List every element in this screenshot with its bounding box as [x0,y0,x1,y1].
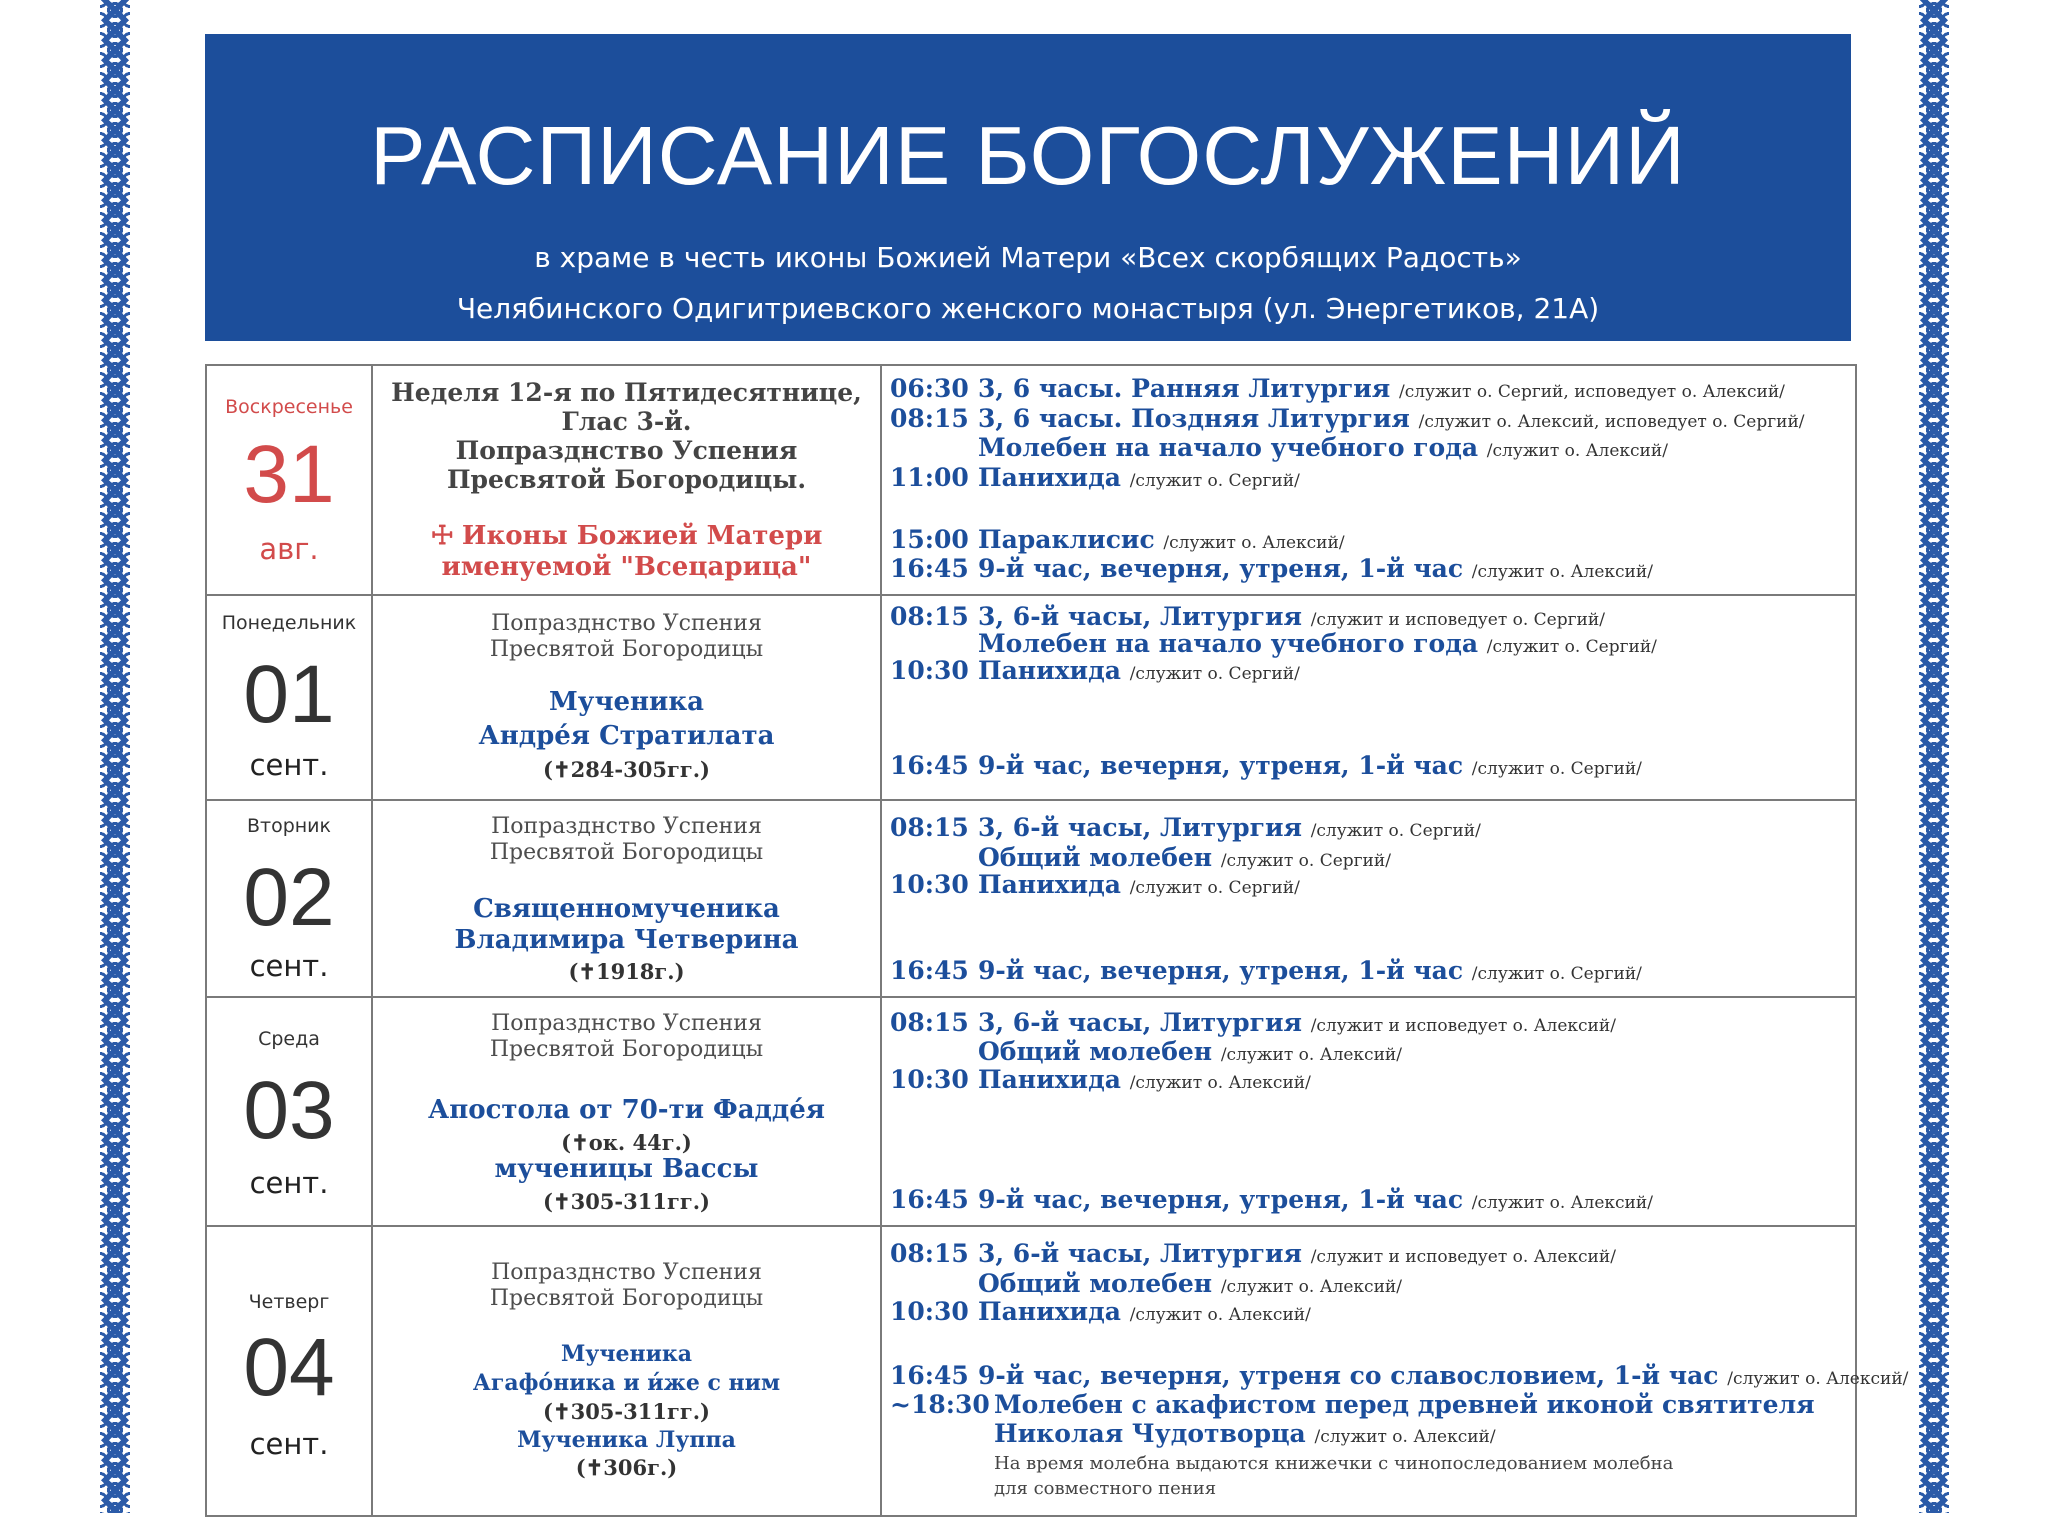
feast-cell [372,595,881,800]
feast-line: Глас 3-й. [561,407,692,436]
feast-line: Попразднство Успения [491,1011,762,1036]
service-item: 08:15 3, 6 часы. Поздняя Литургия /служит о. Алексий, исповедует о. Сергий/ [890,404,1805,433]
weekday: Вторник [246,815,332,837]
saint-line: именуемой "Всецарица" [441,552,812,582]
service-item: 16:45 9-й час, вечерня, утреня, 1-й час /служит о. Сергий/ [890,956,1642,985]
service-item: 11:00 Панихида /служит о. Сергий/ [890,463,1300,492]
service-item: 10:30 Панихида /служит о. Алексий/ [890,1297,1311,1326]
services-cell [881,997,1856,1226]
feast-line: Пресвятой Богородицы [489,840,764,865]
services-cell [881,365,1856,595]
saint-line: ☩ Иконы Божией Матери [430,521,823,551]
service-item: 08:15 3, 6-й часы, Литургия /служит и исповедует о. Сергий/ [890,602,1605,631]
feast-line: Пресвятой Богородицы [489,1286,764,1311]
service-item: 08:15 3, 6-й часы, Литургия /служит и исповедует о. Алексий/ [890,1239,1616,1268]
service-item: 08:15 3, 6-й часы, Литургия /служит о. Сергий/ [890,813,1481,842]
monastery-address: Челябинского Одигитриевского женского монастыря (ул. Энергетиков, 21А) [456,292,1600,325]
feast-cell [372,800,881,997]
saint-line: Мученика [549,687,704,717]
saint-dates: (✝1918г.) [568,959,685,984]
day-row-31 [206,365,1856,595]
day-number: 01 [243,649,335,740]
service-item: 10:30 Панихида /служит о. Сергий/ [890,656,1300,685]
service-item: Молебен на начало учебного года /служит о. Сергий/ [978,629,1657,658]
ornament-border-right [1905,0,1963,1513]
day-number: 04 [243,1322,335,1413]
saint-line: Священномученика [473,894,780,924]
day-row-01 [206,595,1856,800]
feast-line: Попразднство Успения [491,611,762,636]
saint-line: Мученика [560,1341,693,1367]
month: сент. [249,1427,329,1461]
month: сент. [249,949,329,983]
month: сент. [249,1166,329,1200]
day-row-02 [206,800,1856,997]
saint-line: мученицы Вассы [494,1154,759,1184]
month: авг. [259,532,319,566]
date-cell [206,1226,372,1516]
service-item: Общий молебен /служит о. Сергий/ [978,843,1391,872]
saint-dates: (✝305-311гг.) [543,1189,710,1214]
weekday: Воскресенье [225,396,353,418]
cross-icon: ☩ [430,521,454,551]
day-number: 02 [243,852,335,943]
feast-cell [372,365,881,595]
saint-line: Андре́я Стратилата [478,721,775,751]
saint-dates: (✝ок. 44г.) [561,1130,692,1155]
page-title: РАСПИСАНИЕ БОГОСЛУЖЕНИЙ [370,109,1686,202]
day-row-03 [206,997,1856,1226]
feast-line: Пресвятой Богородицы [489,1037,764,1062]
services-cell [881,595,1856,800]
header-banner [205,34,1851,341]
saint-dates: (✝306г.) [575,1455,678,1480]
service-item: ~18:30 Молебен с акафистом перед древней иконой святителя [890,1390,1815,1419]
feast-line: Попразднство Успения [491,1260,762,1285]
saint-dates: (✝305-311гг.) [543,1399,710,1424]
service-item: Общий молебен /служит о. Алексий/ [978,1269,1402,1298]
service-item: 06:30 3, 6 часы. Ранняя Литургия /служит о. Сергий, исповедует о. Алексий/ [890,374,1785,403]
weekday: Среда [258,1028,320,1050]
services-cell [881,1226,1909,1516]
service-item: Общий молебен /служит о. Алексий/ [978,1037,1402,1066]
service-item: 16:45 9-й час, вечерня, утреня, 1-й час /служит о. Сергий/ [890,751,1642,780]
date-cell [206,595,372,800]
service-item: 08:15 3, 6-й часы, Литургия /служит и исповедует о. Алексий/ [890,1008,1616,1037]
service-item: 10:30 Панихида /служит о. Алексий/ [890,1065,1311,1094]
weekday: Понедельник [221,612,357,634]
schedule-table [205,364,1909,1517]
church-name: в храме в честь иконы Божией Матери «Всех скорбящих Радость» [534,241,1522,274]
service-note: На время молебна выдаются книжечки с чинопоследованием молебна [994,1453,1674,1474]
date-cell [206,365,372,595]
service-item: 16:45 9-й час, вечерня, утреня, 1-й час /служит о. Алексий/ [890,554,1653,583]
feast-line: Пресвятой Богородицы. [446,465,807,494]
saint-dates: (✝284-305гг.) [543,757,710,782]
services-cell [881,800,1856,997]
saint-line: Апостола от 70-ти Фадде́я [428,1095,825,1125]
saint-line: Агафо́ника и и́же с ним [472,1370,781,1396]
date-cell [206,997,372,1226]
service-item: 16:45 9-й час, вечерня, утреня со славословием, 1-й час /служит о. Алексий/ [890,1361,1909,1390]
day-number: 03 [243,1065,335,1156]
month: сент. [249,748,329,782]
service-item: 16:45 9-й час, вечерня, утреня, 1-й час /служит о. Алексий/ [890,1185,1653,1214]
service-item: 10:30 Панихида /служит о. Сергий/ [890,870,1300,899]
day-number: 31 [243,429,335,520]
ornament-border-left [86,0,144,1513]
service-note: для совместного пения [994,1478,1217,1499]
service-item: Молебен на начало учебного года /служит о. Алексий/ [978,433,1668,462]
feast-cell [372,997,881,1226]
weekday: Четверг [248,1291,330,1313]
service-item: 15:00 Параклисис /служит о. Алексий/ [890,525,1345,554]
feast-line: Попразднство Успения [491,814,762,839]
service-item: Николая Чудотворца /служит о. Алексий/ [994,1419,1496,1448]
feast-line: Пресвятой Богородицы [489,637,764,662]
feast-line: Попразднство Успения [455,436,798,465]
feast-cell [372,1226,881,1516]
saint-line: Мученика Луппа [517,1427,736,1453]
day-row-04 [206,1226,1856,1516]
feast-line: Неделя 12-я по Пятидесятнице, [391,378,862,407]
date-cell [206,800,372,997]
saint-line: Владимира Четверина [454,925,799,955]
